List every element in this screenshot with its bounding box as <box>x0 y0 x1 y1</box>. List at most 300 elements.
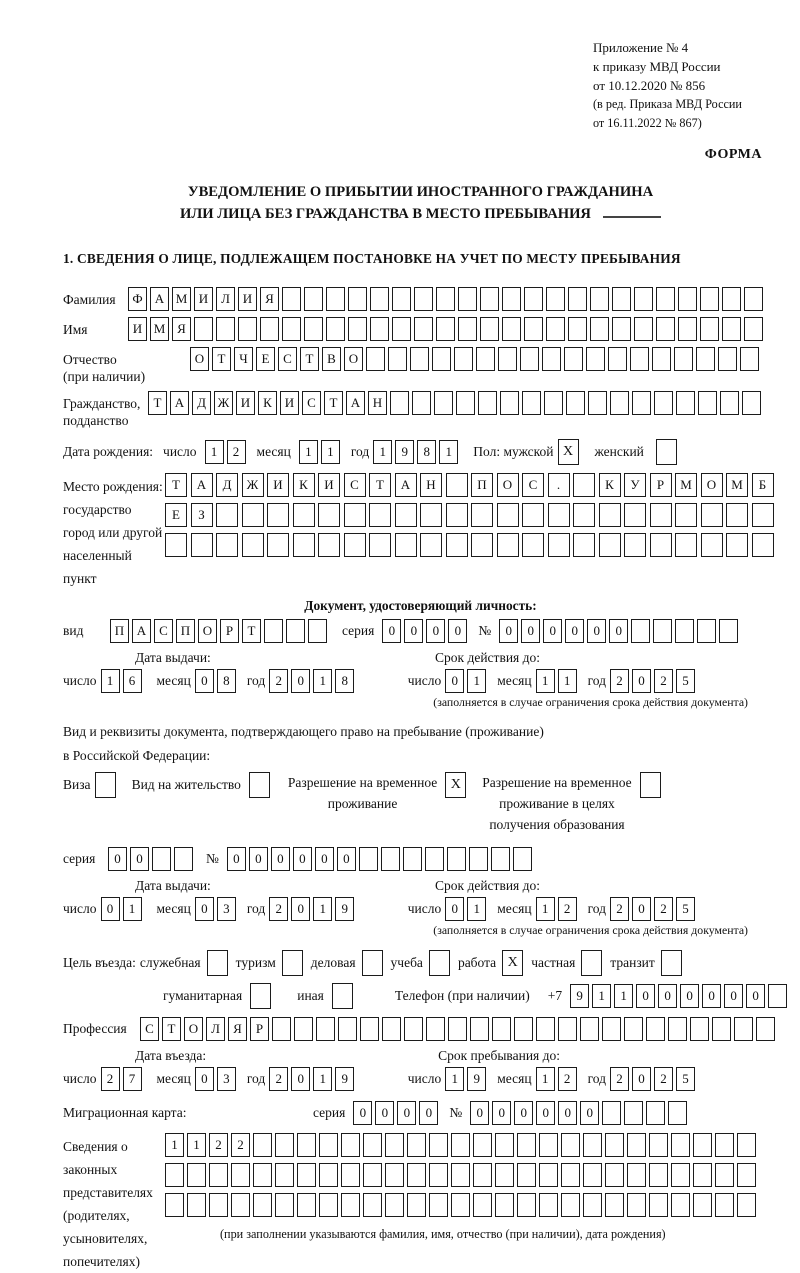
form-cell[interactable]: Н <box>420 473 442 497</box>
form-cell[interactable] <box>744 287 763 311</box>
form-cell[interactable]: 9 <box>395 440 414 464</box>
temp-permit-checkbox[interactable]: X <box>445 772 466 798</box>
form-cell[interactable] <box>318 503 340 527</box>
form-cell[interactable] <box>446 503 468 527</box>
form-cell[interactable] <box>282 317 301 341</box>
form-cell[interactable] <box>652 347 671 371</box>
form-cell[interactable] <box>522 391 541 415</box>
form-cell[interactable]: Е <box>256 347 275 371</box>
form-cell[interactable] <box>267 533 289 557</box>
form-cell[interactable]: 1 <box>373 440 392 464</box>
form-cell[interactable]: Ч <box>234 347 253 371</box>
form-cell[interactable] <box>451 1193 470 1217</box>
form-cell[interactable]: 0 <box>632 897 651 921</box>
form-cell[interactable] <box>451 1163 470 1187</box>
form-cell[interactable]: Я <box>228 1017 247 1041</box>
form-cell[interactable] <box>561 1133 580 1157</box>
form-cell[interactable] <box>370 317 389 341</box>
form-cell[interactable] <box>561 1163 580 1187</box>
form-cell[interactable] <box>701 503 723 527</box>
form-cell[interactable] <box>634 317 653 341</box>
form-cell[interactable] <box>253 1163 272 1187</box>
form-cell[interactable]: 0 <box>448 619 467 643</box>
form-cell[interactable]: С <box>522 473 544 497</box>
form-cell[interactable] <box>344 503 366 527</box>
form-cell[interactable]: 0 <box>375 1101 394 1125</box>
form-cell[interactable] <box>605 1163 624 1187</box>
form-cell[interactable]: И <box>280 391 299 415</box>
form-cell[interactable] <box>726 533 748 557</box>
form-cell[interactable]: 0 <box>636 984 655 1008</box>
form-cell[interactable] <box>341 1193 360 1217</box>
form-cell[interactable] <box>734 1017 753 1041</box>
form-cell[interactable] <box>297 1133 316 1157</box>
form-cell[interactable]: И <box>128 317 147 341</box>
form-cell[interactable]: И <box>236 391 255 415</box>
form-cell[interactable] <box>602 1017 621 1041</box>
form-cell[interactable] <box>454 347 473 371</box>
form-cell[interactable]: 0 <box>249 847 268 871</box>
form-cell[interactable] <box>242 503 264 527</box>
form-cell[interactable] <box>385 1163 404 1187</box>
form-cell[interactable] <box>471 503 493 527</box>
form-cell[interactable] <box>583 1163 602 1187</box>
form-cell[interactable]: 0 <box>514 1101 533 1125</box>
form-cell[interactable]: И <box>238 287 257 311</box>
form-cell[interactable]: Т <box>148 391 167 415</box>
form-cell[interactable] <box>693 1133 712 1157</box>
form-cell[interactable]: Б <box>752 473 774 497</box>
form-cell[interactable] <box>238 317 257 341</box>
form-cell[interactable] <box>546 317 565 341</box>
form-cell[interactable]: 0 <box>702 984 721 1008</box>
form-cell[interactable]: 0 <box>724 984 743 1008</box>
form-cell[interactable] <box>627 1193 646 1217</box>
form-cell[interactable] <box>216 317 235 341</box>
form-cell[interactable]: Н <box>368 391 387 415</box>
form-cell[interactable] <box>566 391 585 415</box>
form-cell[interactable] <box>517 1133 536 1157</box>
form-cell[interactable] <box>697 619 716 643</box>
form-cell[interactable]: 1 <box>187 1133 206 1157</box>
purpose-study-checkbox[interactable] <box>429 950 450 976</box>
form-cell[interactable] <box>497 503 519 527</box>
form-cell[interactable]: В <box>322 347 341 371</box>
form-cell[interactable] <box>216 503 238 527</box>
form-cell[interactable] <box>414 287 433 311</box>
form-cell[interactable] <box>720 391 739 415</box>
form-cell[interactable]: Я <box>172 317 191 341</box>
form-cell[interactable] <box>495 1133 514 1157</box>
form-cell[interactable] <box>370 287 389 311</box>
form-cell[interactable] <box>480 317 499 341</box>
form-cell[interactable] <box>675 503 697 527</box>
form-cell[interactable] <box>517 1163 536 1187</box>
form-cell[interactable] <box>752 503 774 527</box>
form-cell[interactable] <box>344 533 366 557</box>
form-cell[interactable] <box>649 1193 668 1217</box>
form-cell[interactable] <box>590 317 609 341</box>
form-cell[interactable] <box>653 619 672 643</box>
form-cell[interactable] <box>573 533 595 557</box>
form-cell[interactable] <box>624 1017 643 1041</box>
form-cell[interactable] <box>429 1163 448 1187</box>
form-cell[interactable] <box>458 317 477 341</box>
form-cell[interactable] <box>712 1017 731 1041</box>
form-cell[interactable] <box>768 984 787 1008</box>
form-cell[interactable] <box>348 317 367 341</box>
form-cell[interactable] <box>605 1193 624 1217</box>
form-cell[interactable] <box>756 1017 775 1041</box>
visa-checkbox[interactable] <box>95 772 116 798</box>
form-cell[interactable]: О <box>497 473 519 497</box>
form-cell[interactable] <box>646 1017 665 1041</box>
form-cell[interactable]: И <box>267 473 289 497</box>
form-cell[interactable] <box>624 533 646 557</box>
form-cell[interactable]: П <box>110 619 129 643</box>
form-cell[interactable] <box>602 1101 621 1125</box>
purpose-transit-checkbox[interactable] <box>661 950 682 976</box>
form-cell[interactable] <box>674 347 693 371</box>
form-cell[interactable] <box>744 317 763 341</box>
form-cell[interactable]: 0 <box>271 847 290 871</box>
form-cell[interactable]: И <box>318 473 340 497</box>
form-cell[interactable]: 0 <box>632 1067 651 1091</box>
form-cell[interactable] <box>568 287 587 311</box>
form-cell[interactable] <box>447 847 466 871</box>
form-cell[interactable]: 1 <box>467 897 486 921</box>
form-cell[interactable] <box>308 619 327 643</box>
form-cell[interactable] <box>410 347 429 371</box>
form-cell[interactable] <box>407 1133 426 1157</box>
form-cell[interactable] <box>654 391 673 415</box>
form-cell[interactable] <box>297 1163 316 1187</box>
form-cell[interactable]: 3 <box>217 897 236 921</box>
form-cell[interactable]: 0 <box>353 1101 372 1125</box>
form-cell[interactable]: 2 <box>558 897 577 921</box>
form-cell[interactable] <box>476 347 495 371</box>
form-cell[interactable] <box>668 1101 687 1125</box>
form-cell[interactable]: О <box>184 1017 203 1041</box>
form-cell[interactable]: О <box>344 347 363 371</box>
form-cell[interactable] <box>429 1193 448 1217</box>
form-cell[interactable]: М <box>726 473 748 497</box>
form-cell[interactable]: 0 <box>746 984 765 1008</box>
form-cell[interactable] <box>403 847 422 871</box>
form-cell[interactable]: 1 <box>321 440 340 464</box>
form-cell[interactable] <box>548 503 570 527</box>
form-cell[interactable] <box>715 1133 734 1157</box>
form-cell[interactable]: С <box>344 473 366 497</box>
form-cell[interactable] <box>456 391 475 415</box>
form-cell[interactable] <box>696 347 715 371</box>
form-cell[interactable]: 1 <box>592 984 611 1008</box>
form-cell[interactable]: 0 <box>445 669 464 693</box>
form-cell[interactable] <box>522 533 544 557</box>
form-cell[interactable] <box>395 533 417 557</box>
form-cell[interactable] <box>513 847 532 871</box>
form-cell[interactable] <box>624 503 646 527</box>
form-cell[interactable] <box>561 1193 580 1217</box>
form-cell[interactable] <box>536 1017 555 1041</box>
form-cell[interactable] <box>448 1017 467 1041</box>
form-cell[interactable]: 0 <box>499 619 518 643</box>
form-cell[interactable] <box>326 317 345 341</box>
form-cell[interactable] <box>480 287 499 311</box>
form-cell[interactable] <box>242 533 264 557</box>
form-cell[interactable]: 1 <box>313 669 332 693</box>
form-cell[interactable]: А <box>150 287 169 311</box>
form-cell[interactable]: Л <box>216 287 235 311</box>
form-cell[interactable] <box>558 1017 577 1041</box>
form-cell[interactable] <box>392 317 411 341</box>
form-cell[interactable] <box>583 1193 602 1217</box>
form-cell[interactable] <box>715 1193 734 1217</box>
form-cell[interactable] <box>497 533 519 557</box>
form-cell[interactable] <box>152 847 171 871</box>
form-cell[interactable] <box>517 1193 536 1217</box>
form-cell[interactable] <box>502 287 521 311</box>
form-cell[interactable] <box>264 619 283 643</box>
form-cell[interactable] <box>722 287 741 311</box>
form-cell[interactable]: 0 <box>470 1101 489 1125</box>
form-cell[interactable]: 8 <box>417 440 436 464</box>
form-cell[interactable] <box>420 503 442 527</box>
form-cell[interactable] <box>341 1163 360 1187</box>
form-cell[interactable] <box>650 533 672 557</box>
form-cell[interactable] <box>293 503 315 527</box>
form-cell[interactable] <box>473 1133 492 1157</box>
form-cell[interactable] <box>319 1163 338 1187</box>
form-cell[interactable] <box>630 347 649 371</box>
form-cell[interactable] <box>676 391 695 415</box>
form-cell[interactable] <box>381 847 400 871</box>
form-cell[interactable] <box>253 1133 272 1157</box>
purpose-other-checkbox[interactable] <box>332 983 353 1009</box>
form-cell[interactable]: 0 <box>658 984 677 1008</box>
form-cell[interactable]: Е <box>165 503 187 527</box>
form-cell[interactable]: Д <box>216 473 238 497</box>
form-cell[interactable] <box>605 1133 624 1157</box>
form-cell[interactable]: 2 <box>231 1133 250 1157</box>
form-cell[interactable]: 0 <box>445 897 464 921</box>
form-cell[interactable] <box>366 347 385 371</box>
form-cell[interactable]: О <box>198 619 217 643</box>
form-cell[interactable]: Я <box>260 287 279 311</box>
form-cell[interactable]: 5 <box>676 897 695 921</box>
form-cell[interactable]: Д <box>192 391 211 415</box>
form-cell[interactable] <box>599 533 621 557</box>
form-cell[interactable]: С <box>278 347 297 371</box>
form-cell[interactable] <box>316 1017 335 1041</box>
form-cell[interactable]: 1 <box>101 669 120 693</box>
form-cell[interactable]: 0 <box>195 1067 214 1091</box>
form-cell[interactable] <box>539 1133 558 1157</box>
form-cell[interactable] <box>304 287 323 311</box>
form-cell[interactable]: 1 <box>205 440 224 464</box>
form-cell[interactable] <box>588 391 607 415</box>
form-cell[interactable]: 1 <box>445 1067 464 1091</box>
form-cell[interactable] <box>668 1017 687 1041</box>
form-cell[interactable] <box>395 503 417 527</box>
form-cell[interactable] <box>737 1163 756 1187</box>
form-cell[interactable]: Т <box>324 391 343 415</box>
form-cell[interactable]: А <box>170 391 189 415</box>
form-cell[interactable] <box>326 287 345 311</box>
form-cell[interactable] <box>722 317 741 341</box>
form-cell[interactable] <box>650 503 672 527</box>
form-cell[interactable] <box>520 347 539 371</box>
form-cell[interactable] <box>275 1193 294 1217</box>
form-cell[interactable] <box>700 287 719 311</box>
form-cell[interactable] <box>546 287 565 311</box>
form-cell[interactable]: Т <box>242 619 261 643</box>
form-cell[interactable]: 9 <box>467 1067 486 1091</box>
form-cell[interactable] <box>726 503 748 527</box>
form-cell[interactable] <box>446 473 468 497</box>
form-cell[interactable]: Т <box>165 473 187 497</box>
form-cell[interactable] <box>165 1193 184 1217</box>
form-cell[interactable]: 0 <box>130 847 149 871</box>
form-cell[interactable]: 1 <box>536 1067 555 1091</box>
form-cell[interactable] <box>363 1133 382 1157</box>
form-cell[interactable] <box>649 1163 668 1187</box>
form-cell[interactable] <box>671 1193 690 1217</box>
form-cell[interactable]: О <box>190 347 209 371</box>
form-cell[interactable] <box>318 533 340 557</box>
form-cell[interactable] <box>369 533 391 557</box>
form-cell[interactable] <box>719 619 738 643</box>
form-cell[interactable]: 0 <box>195 897 214 921</box>
form-cell[interactable] <box>649 1133 668 1157</box>
purpose-work-checkbox[interactable]: X <box>502 950 523 976</box>
form-cell[interactable]: Т <box>162 1017 181 1041</box>
form-cell[interactable] <box>573 473 595 497</box>
form-cell[interactable] <box>580 1017 599 1041</box>
form-cell[interactable] <box>514 1017 533 1041</box>
form-cell[interactable]: 0 <box>108 847 127 871</box>
form-cell[interactable] <box>548 533 570 557</box>
form-cell[interactable]: 2 <box>101 1067 120 1091</box>
form-cell[interactable] <box>446 533 468 557</box>
form-cell[interactable]: 0 <box>680 984 699 1008</box>
form-cell[interactable] <box>473 1163 492 1187</box>
form-cell[interactable] <box>191 533 213 557</box>
form-cell[interactable] <box>165 533 187 557</box>
form-cell[interactable]: А <box>132 619 151 643</box>
form-cell[interactable]: 1 <box>614 984 633 1008</box>
form-cell[interactable]: 5 <box>676 669 695 693</box>
purpose-tourism-checkbox[interactable] <box>282 950 303 976</box>
form-cell[interactable] <box>385 1133 404 1157</box>
form-cell[interactable]: 2 <box>654 669 673 693</box>
form-cell[interactable] <box>231 1163 250 1187</box>
form-cell[interactable] <box>524 317 543 341</box>
form-cell[interactable] <box>610 391 629 415</box>
form-cell[interactable]: 0 <box>419 1101 438 1125</box>
form-cell[interactable]: 0 <box>101 897 120 921</box>
form-cell[interactable] <box>693 1163 712 1187</box>
form-cell[interactable]: 0 <box>227 847 246 871</box>
form-cell[interactable]: 1 <box>536 897 555 921</box>
form-cell[interactable] <box>740 347 759 371</box>
form-cell[interactable] <box>436 317 455 341</box>
form-cell[interactable] <box>502 317 521 341</box>
form-cell[interactable] <box>690 1017 709 1041</box>
form-cell[interactable] <box>260 317 279 341</box>
form-cell[interactable]: 7 <box>123 1067 142 1091</box>
form-cell[interactable]: З <box>191 503 213 527</box>
form-cell[interactable] <box>436 287 455 311</box>
form-cell[interactable]: 0 <box>587 619 606 643</box>
form-cell[interactable] <box>599 503 621 527</box>
form-cell[interactable]: 6 <box>123 669 142 693</box>
form-cell[interactable] <box>737 1133 756 1157</box>
form-cell[interactable]: Л <box>206 1017 225 1041</box>
form-cell[interactable]: 2 <box>654 1067 673 1091</box>
form-cell[interactable] <box>388 347 407 371</box>
form-cell[interactable] <box>275 1163 294 1187</box>
form-cell[interactable]: 0 <box>492 1101 511 1125</box>
form-cell[interactable]: 1 <box>536 669 555 693</box>
form-cell[interactable]: П <box>471 473 493 497</box>
form-cell[interactable] <box>583 1133 602 1157</box>
residence-permit-checkbox[interactable] <box>249 772 270 798</box>
form-cell[interactable] <box>469 847 488 871</box>
form-cell[interactable]: 0 <box>315 847 334 871</box>
form-cell[interactable] <box>272 1017 291 1041</box>
form-cell[interactable] <box>478 391 497 415</box>
form-cell[interactable]: Ж <box>242 473 264 497</box>
form-cell[interactable] <box>631 619 650 643</box>
form-cell[interactable]: 3 <box>217 1067 236 1091</box>
form-cell[interactable] <box>348 287 367 311</box>
form-cell[interactable]: М <box>150 317 169 341</box>
form-cell[interactable] <box>338 1017 357 1041</box>
form-cell[interactable] <box>495 1163 514 1187</box>
sex-female-checkbox[interactable] <box>656 439 677 465</box>
form-cell[interactable] <box>671 1163 690 1187</box>
form-cell[interactable] <box>491 847 510 871</box>
form-cell[interactable]: Р <box>650 473 672 497</box>
form-cell[interactable]: Ф <box>128 287 147 311</box>
form-cell[interactable]: А <box>395 473 417 497</box>
form-cell[interactable] <box>209 1163 228 1187</box>
form-cell[interactable] <box>420 533 442 557</box>
form-cell[interactable]: Т <box>369 473 391 497</box>
form-cell[interactable] <box>498 347 517 371</box>
form-cell[interactable]: . <box>548 473 570 497</box>
form-cell[interactable]: С <box>140 1017 159 1041</box>
form-cell[interactable] <box>612 287 631 311</box>
form-cell[interactable]: 2 <box>227 440 246 464</box>
form-cell[interactable] <box>590 287 609 311</box>
form-cell[interactable] <box>718 347 737 371</box>
form-cell[interactable]: 0 <box>580 1101 599 1125</box>
form-cell[interactable]: 2 <box>269 1067 288 1091</box>
form-cell[interactable] <box>385 1193 404 1217</box>
purpose-humanitarian-checkbox[interactable] <box>250 983 271 1009</box>
form-cell[interactable] <box>297 1193 316 1217</box>
form-cell[interactable] <box>426 1017 445 1041</box>
form-cell[interactable] <box>458 287 477 311</box>
form-cell[interactable] <box>382 1017 401 1041</box>
form-cell[interactable] <box>363 1163 382 1187</box>
form-cell[interactable]: 0 <box>291 897 310 921</box>
form-cell[interactable]: 0 <box>558 1101 577 1125</box>
form-cell[interactable]: К <box>599 473 621 497</box>
form-cell[interactable]: К <box>293 473 315 497</box>
